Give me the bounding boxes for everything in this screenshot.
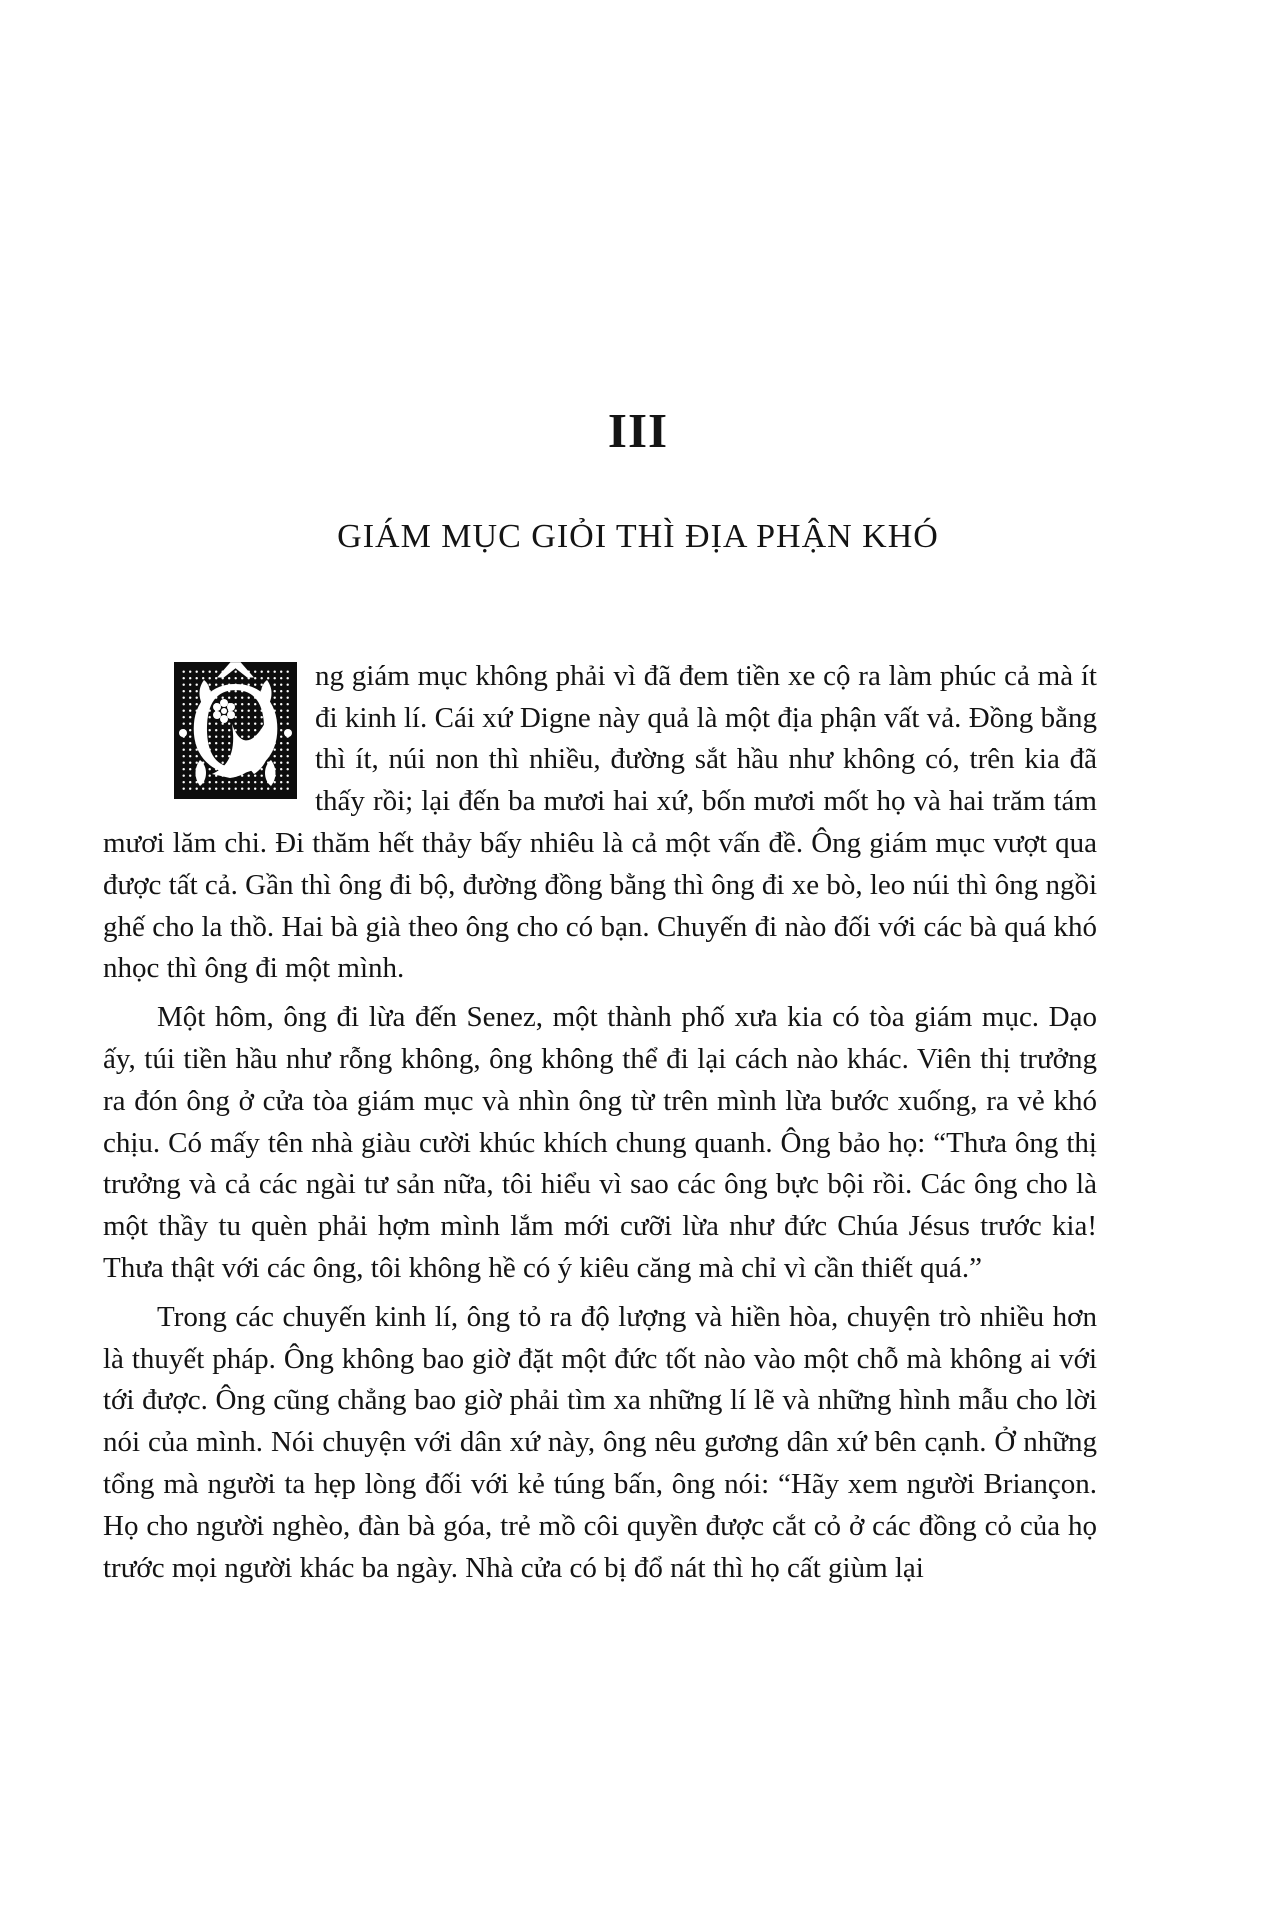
drop-cap [174,662,297,799]
drop-cap-letter: Ô [187,662,284,801]
body-paragraph-3: Trong các chuyến kinh lí, ông tỏ ra độ lượng và hiền hòa, chuyện trò nhiều hơn là thuyết pháp. Ông không bao giờ đặt một đức tốt nào vào một chỗ mà không ai với tới được. Ông cũng chẳng bao giờ phải tìm xa những lí lẽ và những hình mẫu cho lời nói của mình. Nói chuyện với dân xứ này, ông nêu gương dân xứ bên cạnh. Ở những tổng mà người ta hẹp lòng đối với kẻ túng bấn, ông nói: “Hãy xem người Briançon. Họ cho người nghèo, đàn bà góa, trẻ mồ côi quyền được cắt cỏ ở các đồng cỏ của họ trước mọi người khác ba ngày. Nhà cửa có bị đổ nát thì họ cất giùm lại [103,1300,1097,1584]
body-paragraph-2: Một hôm, ông đi lừa đến Senez, một thành phố xưa kia có tòa giám mục. Dạo ấy, túi tiền hầu như rỗng không, ông không thể đi lại cách nào khác. Viên thị trưởng ra đón ông ở cửa tòa giám mục và nhìn ông từ trên mình lừa bước xuống, ra vẻ khó chịu. Có mấy tên nhà giàu cười khúc khích chung quanh. Ông bảo họ: “Thưa ông thị trưởng và cả các ngài tư sản nữa, tôi hiểu vì sao các ông bực bội rồi. Các ông cho là một thầy tu quèn phải hợm mình lắm mới cưỡi lừa như đức Chúa Jésus trước kia! Thưa thật với các ông, tôi không hề có ý kiêu căng mà chỉ vì cần thiết quá.” [103,1001,1097,1284]
chapter-title: GIÁM MỤC GIỎI THÌ ĐỊA PHẬN KHÓ [337,518,939,555]
body-text [103,656,1097,1590]
body-paragraph-1 [103,656,1097,990]
paragraph-text: ng giám mục không phải vì đã đem tiền xe cộ ra làm phúc cả mà ít đi kinh lí. Cái xứ Digne này quả là một địa phận vất vả. Đồng bằng thì ít, núi non thì nhiều, đường sắt hầu như không có, trên kia đã thấy rồi; lại đến ba mươi hai xứ, bốn mươi mốt họ và hai trăm tám mươi lăm chi. Đi thăm hết thảy bấy nhiêu là cả một vấn đề. Ông giám mục vượt qua được tất cả. Gần thì ông đi bộ, đường đồng bằng thì ông đi xe bò, leo núi thì ông ngồi ghế cho la thồ. Hai bà già theo ông cho có bạn. Chuyến đi nào đối với các bà quá khó nhọc thì ông đi một mình. [103,659,1098,985]
drop-cap-ornament-icon [174,662,297,799]
chapter-number: III [607,403,669,458]
